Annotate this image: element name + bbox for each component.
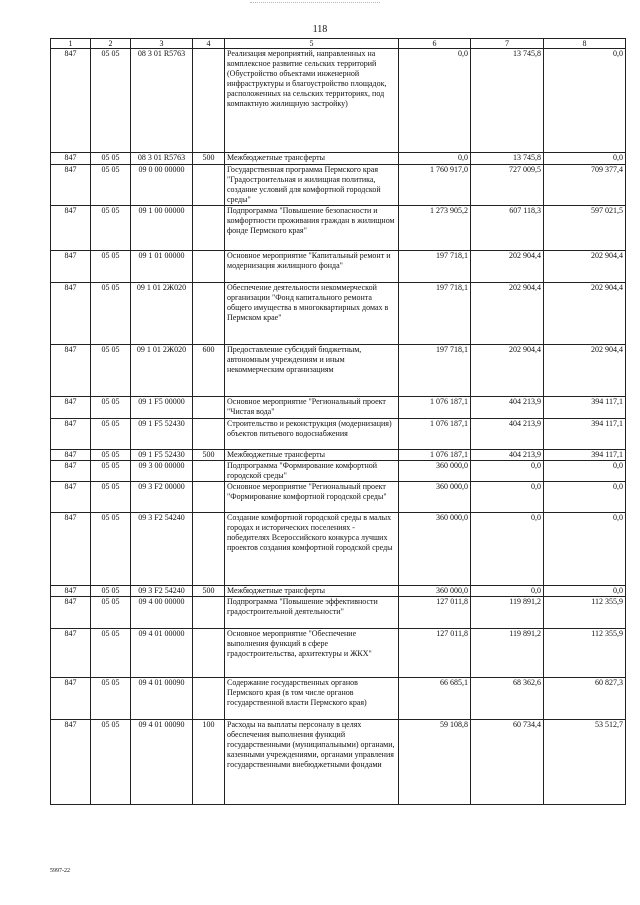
- cell-ved: 847: [51, 461, 91, 482]
- cell-amount-3: 0,0: [544, 482, 626, 513]
- cell-target-article: 09 3 F2 00000: [131, 482, 193, 513]
- cell-ved: 847: [51, 206, 91, 251]
- footer-document-code: 5997-22: [50, 868, 70, 874]
- cell-amount-1: 1 076 187,1: [399, 397, 471, 419]
- column-header: 6: [399, 39, 471, 49]
- cell-section: 05 05: [91, 49, 131, 153]
- cell-amount-1: 360 000,0: [399, 482, 471, 513]
- cell-section: 05 05: [91, 165, 131, 206]
- cell-name: Подпрограмма "Повышение безопасности и комфортности проживания граждан в жилищном фонде Пермского края": [225, 206, 399, 251]
- cell-amount-1: 59 108,8: [399, 720, 471, 805]
- cell-amount-3: 709 377,4: [544, 165, 626, 206]
- cell-amount-2: 404 213,9: [471, 419, 544, 450]
- page-number: 118: [312, 24, 328, 35]
- cell-name: Основное мероприятие "Обеспечение выполнения функций в сфере градостроительства, архитектуры и ЖКХ": [225, 629, 399, 678]
- cell-name: Реализация мероприятий, направленных на комплексное развитие сельских территорий (Обустройство объектами инженерной инфраструктуры и благоустройство площадок, расположенных на сельских территориях, под компактную жилищную застройку): [225, 49, 399, 153]
- cell-amount-3: 60 827,3: [544, 678, 626, 720]
- cell-expense-type: [193, 165, 225, 206]
- table-row: [51, 597, 626, 629]
- cell-amount-2: 202 904,4: [471, 251, 544, 283]
- cell-amount-3: 202 904,4: [544, 251, 626, 283]
- cell-section: 05 05: [91, 482, 131, 513]
- cell-section: 05 05: [91, 345, 131, 397]
- cell-target-article: 09 4 01 00000: [131, 629, 193, 678]
- cell-section: 05 05: [91, 513, 131, 586]
- cell-ved: 847: [51, 251, 91, 283]
- cell-section: 05 05: [91, 629, 131, 678]
- cell-section: 05 05: [91, 397, 131, 419]
- cell-name: Подпрограмма "Повышение эффективности градостроительной деятельности": [225, 597, 399, 629]
- cell-section: 05 05: [91, 461, 131, 482]
- cell-amount-3: 202 904,4: [544, 283, 626, 345]
- column-header: 4: [193, 39, 225, 49]
- cell-section: 05 05: [91, 283, 131, 345]
- table-row: [51, 419, 626, 450]
- cell-amount-3: 0,0: [544, 513, 626, 586]
- cell-amount-2: 119 891,2: [471, 629, 544, 678]
- cell-amount-1: 1 076 187,1: [399, 450, 471, 461]
- cell-ved: 847: [51, 345, 91, 397]
- cell-amount-1: 360 000,0: [399, 513, 471, 586]
- table-row: [51, 153, 626, 165]
- cell-amount-3: 597 021,5: [544, 206, 626, 251]
- cell-expense-type: [193, 49, 225, 153]
- cell-section: 05 05: [91, 597, 131, 629]
- column-header: 1: [51, 39, 91, 49]
- table-row: [51, 513, 626, 586]
- cell-target-article: 09 1 F5 00000: [131, 397, 193, 419]
- cell-name: Предоставление субсидий бюджетным, автономным учреждениям и иным некоммерческим организациям: [225, 345, 399, 397]
- cell-ved: 847: [51, 597, 91, 629]
- cell-target-article: 08 3 01 R5763: [131, 153, 193, 165]
- table-row: [51, 283, 626, 345]
- table-row: [51, 629, 626, 678]
- cell-amount-1: 0,0: [399, 49, 471, 153]
- cell-amount-1: 197 718,1: [399, 283, 471, 345]
- cell-section: 05 05: [91, 720, 131, 805]
- cell-name: Содержание государственных органов Пермского края (в том числе органов государственной власти Пермского края): [225, 678, 399, 720]
- cell-amount-2: 0,0: [471, 513, 544, 586]
- cell-amount-2: 202 904,4: [471, 283, 544, 345]
- cell-name: Строительство и реконструкция (модернизация) объектов питьевого водоснабжения: [225, 419, 399, 450]
- cell-target-article: 09 1 01 2Ж020: [131, 345, 193, 397]
- table-row: [51, 251, 626, 283]
- column-header: 5: [225, 39, 399, 49]
- cell-ved: 847: [51, 482, 91, 513]
- column-header: 7: [471, 39, 544, 49]
- cell-name: Межбюджетные трансферты: [225, 153, 399, 165]
- table-row: [51, 720, 626, 805]
- cell-amount-2: 68 362,6: [471, 678, 544, 720]
- table-header-row: [51, 39, 626, 49]
- column-header: 8: [544, 39, 626, 49]
- cell-expense-type: 600: [193, 345, 225, 397]
- cell-name: Подпрограмма "Формирование комфортной городской среды": [225, 461, 399, 482]
- cell-name: Расходы на выплаты персоналу в целях обеспечения выполнения функций государственными (муниципальными) органами, казенными учреждениями, органами управления государственными внебюджетными фондами: [225, 720, 399, 805]
- cell-amount-2: 119 891,2: [471, 597, 544, 629]
- cell-name: Межбюджетные трансферты: [225, 586, 399, 597]
- cell-target-article: 09 1 F5 52430: [131, 450, 193, 461]
- cell-name: Межбюджетные трансферты: [225, 450, 399, 461]
- cell-amount-1: 360 000,0: [399, 586, 471, 597]
- cell-name: Основное мероприятие "Региональный проект "Формирование комфортной городской среды": [225, 482, 399, 513]
- cell-amount-1: 1 273 905,2: [399, 206, 471, 251]
- cell-section: 05 05: [91, 251, 131, 283]
- cell-ved: 847: [51, 513, 91, 586]
- cell-ved: 847: [51, 629, 91, 678]
- cell-expense-type: [193, 251, 225, 283]
- cell-expense-type: [193, 397, 225, 419]
- cell-name: Основное мероприятие "Региональный проект "Чистая вода": [225, 397, 399, 419]
- cell-name: Государственная программа Пермского края "Градостроительная и жилищная политика, создание условий для комфортной городской среды": [225, 165, 399, 206]
- table-row: [51, 345, 626, 397]
- cell-amount-3: 202 904,4: [544, 345, 626, 397]
- cell-amount-1: 1 760 917,0: [399, 165, 471, 206]
- cell-amount-2: 13 745,8: [471, 49, 544, 153]
- cell-target-article: 09 4 01 00090: [131, 720, 193, 805]
- cell-ved: 847: [51, 165, 91, 206]
- table-row: [51, 450, 626, 461]
- cell-amount-2: 60 734,4: [471, 720, 544, 805]
- cell-amount-2: 0,0: [471, 482, 544, 513]
- cell-name: Основное мероприятие "Капитальный ремонт и модернизация жилищного фонда": [225, 251, 399, 283]
- scan-artifact: [250, 2, 380, 7]
- cell-expense-type: [193, 629, 225, 678]
- cell-section: 05 05: [91, 678, 131, 720]
- cell-target-article: 09 3 F2 54240: [131, 586, 193, 597]
- cell-amount-3: 0,0: [544, 49, 626, 153]
- cell-amount-3: 394 117,1: [544, 450, 626, 461]
- table-row: [51, 482, 626, 513]
- cell-amount-1: 127 011,8: [399, 597, 471, 629]
- cell-amount-2: 404 213,9: [471, 450, 544, 461]
- cell-amount-1: 197 718,1: [399, 251, 471, 283]
- cell-expense-type: [193, 482, 225, 513]
- cell-amount-1: 0,0: [399, 153, 471, 165]
- cell-target-article: 09 4 01 00090: [131, 678, 193, 720]
- cell-amount-3: 394 117,1: [544, 397, 626, 419]
- cell-target-article: 09 4 00 00000: [131, 597, 193, 629]
- cell-ved: 847: [51, 586, 91, 597]
- cell-amount-2: 0,0: [471, 461, 544, 482]
- cell-target-article: 09 3 F2 54240: [131, 513, 193, 586]
- cell-section: 05 05: [91, 153, 131, 165]
- cell-name: Создание комфортной городской среды в малых городах и исторических поселениях - победителях Всероссийского конкурса лучших проектов создания комфортной городской среды: [225, 513, 399, 586]
- cell-target-article: 09 1 00 00000: [131, 206, 193, 251]
- cell-amount-3: 112 355,9: [544, 629, 626, 678]
- cell-section: 05 05: [91, 206, 131, 251]
- cell-ved: 847: [51, 49, 91, 153]
- cell-expense-type: 100: [193, 720, 225, 805]
- table-row: [51, 678, 626, 720]
- column-header: 2: [91, 39, 131, 49]
- cell-amount-1: 197 718,1: [399, 345, 471, 397]
- table-row: [51, 165, 626, 206]
- cell-expense-type: 500: [193, 586, 225, 597]
- cell-section: 05 05: [91, 450, 131, 461]
- cell-target-article: 09 1 01 2Ж020: [131, 283, 193, 345]
- cell-amount-2: 13 745,8: [471, 153, 544, 165]
- cell-amount-3: 53 512,7: [544, 720, 626, 805]
- cell-expense-type: [193, 597, 225, 629]
- table-row: [51, 586, 626, 597]
- cell-ved: 847: [51, 720, 91, 805]
- cell-section: 05 05: [91, 419, 131, 450]
- cell-section: 05 05: [91, 586, 131, 597]
- cell-expense-type: [193, 678, 225, 720]
- cell-amount-2: 607 118,3: [471, 206, 544, 251]
- budget-table: [50, 38, 626, 805]
- cell-ved: 847: [51, 678, 91, 720]
- cell-expense-type: 500: [193, 450, 225, 461]
- cell-amount-1: 360 000,0: [399, 461, 471, 482]
- cell-expense-type: [193, 461, 225, 482]
- cell-amount-1: 1 076 187,1: [399, 419, 471, 450]
- cell-expense-type: [193, 206, 225, 251]
- cell-expense-type: [193, 513, 225, 586]
- table-row: [51, 461, 626, 482]
- cell-ved: 847: [51, 153, 91, 165]
- cell-amount-3: 0,0: [544, 461, 626, 482]
- cell-amount-1: 127 011,8: [399, 629, 471, 678]
- cell-amount-2: 727 009,5: [471, 165, 544, 206]
- cell-amount-2: 0,0: [471, 586, 544, 597]
- cell-ved: 847: [51, 283, 91, 345]
- cell-amount-3: 0,0: [544, 153, 626, 165]
- cell-expense-type: [193, 283, 225, 345]
- cell-amount-3: 394 117,1: [544, 419, 626, 450]
- cell-expense-type: 500: [193, 153, 225, 165]
- cell-target-article: 08 3 01 R5763: [131, 49, 193, 153]
- column-header: 3: [131, 39, 193, 49]
- cell-amount-2: 202 904,4: [471, 345, 544, 397]
- table-row: [51, 397, 626, 419]
- cell-target-article: 09 1 01 00000: [131, 251, 193, 283]
- table-row: [51, 206, 626, 251]
- cell-ved: 847: [51, 450, 91, 461]
- cell-target-article: 09 0 00 00000: [131, 165, 193, 206]
- cell-amount-3: 112 355,9: [544, 597, 626, 629]
- cell-expense-type: [193, 419, 225, 450]
- cell-amount-2: 404 213,9: [471, 397, 544, 419]
- cell-name: Обеспечение деятельности некоммерческой организации "Фонд капитального ремонта общего имущества в многоквартирных домах в Пермском крае": [225, 283, 399, 345]
- table-row: [51, 49, 626, 153]
- cell-amount-1: 66 685,1: [399, 678, 471, 720]
- cell-ved: 847: [51, 397, 91, 419]
- cell-amount-3: 0,0: [544, 586, 626, 597]
- cell-target-article: 09 3 00 00000: [131, 461, 193, 482]
- cell-target-article: 09 1 F5 52430: [131, 419, 193, 450]
- cell-ved: 847: [51, 419, 91, 450]
